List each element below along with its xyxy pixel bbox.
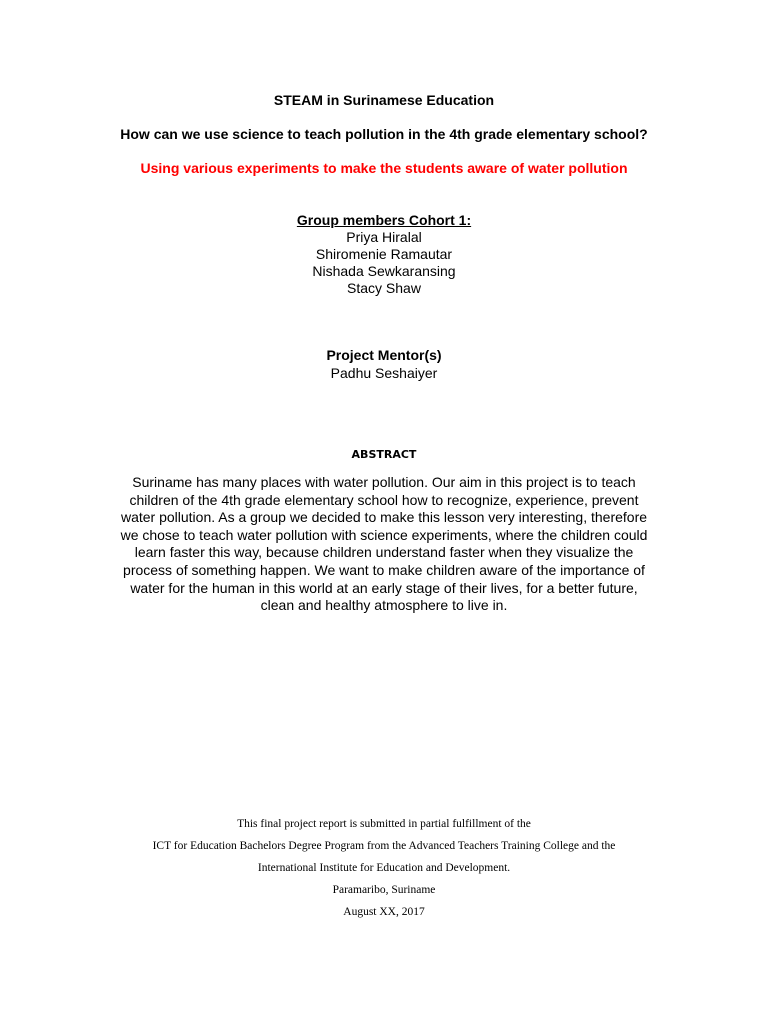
abstract-line: children of the 4th grade elementary school how to recognize, experience, prevent bbox=[129, 491, 639, 508]
submission-location: Paramaribo, Suriname bbox=[332, 884, 436, 896]
abstract-line: water pollution. As a group we decided to make this lesson very interesting, therefore bbox=[120, 509, 648, 526]
abstract-line: we chose to teach water pollution with science experiments, where the children could bbox=[120, 526, 648, 543]
abstract-heading: ABSTRACT bbox=[351, 448, 417, 461]
submission-statement bbox=[0, 813, 768, 923]
submission-date: August XX, 2017 bbox=[343, 906, 425, 918]
abstract-paragraph bbox=[84, 474, 684, 615]
group-member-4: Stacy Shaw bbox=[347, 280, 421, 296]
abstract-line: water for the human in this world at an early stage of their lives, for a better future, bbox=[130, 579, 638, 596]
group-member-3: Nishada Sewkaransing bbox=[312, 263, 456, 279]
submission-line: This final project report is submitted in partial fulfillment of the bbox=[237, 818, 531, 830]
group-members-heading: Group members Cohort 1: bbox=[296, 212, 472, 228]
research-question: How can we use science to teach pollution in the 4th grade elementary school? bbox=[120, 126, 648, 142]
project-mentor-name: Padhu Seshaiyer bbox=[330, 365, 438, 381]
abstract-line: learn faster this way, because children understand faster when they visualize the bbox=[134, 544, 634, 561]
document-title: STEAM in Surinamese Education bbox=[273, 92, 495, 108]
group-member-2: Shiromenie Ramautar bbox=[315, 246, 453, 262]
abstract-line: Suriname has many places with water pollution. Our aim in this project is to teach bbox=[132, 474, 636, 490]
submission-line: ICT for Education Bachelors Degree Program from the Advanced Teachers Training College and the bbox=[152, 840, 616, 852]
group-member-1: Priya Hiralal bbox=[346, 229, 422, 245]
abstract-line: process of something happen. We want to make children aware of the importance of bbox=[123, 561, 645, 578]
abstract-line: clean and healthy atmosphere to live in. bbox=[260, 597, 508, 614]
project-subtitle: Using various experiments to make the students aware of water pollution bbox=[140, 160, 628, 176]
submission-line: International Institute for Education and Development. bbox=[257, 862, 511, 874]
project-mentor-heading: Project Mentor(s) bbox=[326, 347, 442, 363]
